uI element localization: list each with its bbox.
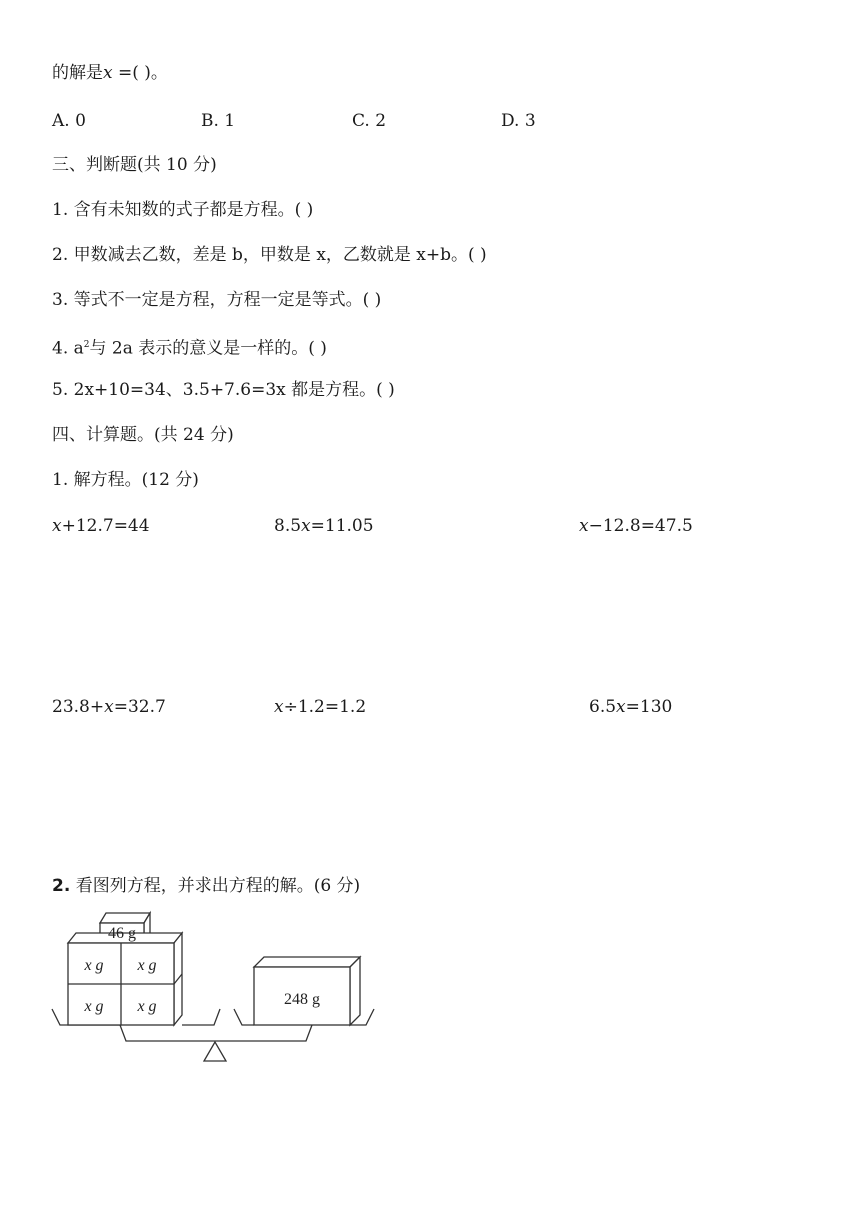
equation-rest: =11.05 bbox=[310, 516, 374, 536]
cell-label-2: x g bbox=[137, 957, 157, 974]
variable-x: x bbox=[103, 63, 113, 83]
judge-item-4-pre: 4. a bbox=[52, 338, 84, 359]
option-b: B. 1 bbox=[201, 111, 236, 131]
fulcrum bbox=[204, 1042, 226, 1061]
top-box-top bbox=[100, 913, 150, 923]
top-box-label: 46 g bbox=[108, 925, 136, 942]
judge-item-4-sup: 2 bbox=[83, 340, 90, 350]
equation-variable: x bbox=[301, 516, 311, 536]
equation-6 bbox=[589, 695, 672, 719]
equation-rest: +12.7=44 bbox=[61, 516, 150, 536]
equation-variable: x bbox=[616, 697, 626, 717]
equation-5 bbox=[274, 695, 366, 719]
judge-item-2: 2. 甲数减去乙数，差是 b，甲数是 x，乙数就是 x+b。( ) bbox=[52, 245, 487, 265]
calc-q1-title: 1. 解方程。(12 分) bbox=[52, 470, 199, 490]
judge-item-5: 5. 2x+10=34、3.5+7.6=3x 都是方程。( ) bbox=[52, 380, 395, 400]
question-tail bbox=[52, 61, 168, 85]
equation-3 bbox=[579, 514, 693, 538]
equation-pre: 6.5 bbox=[589, 697, 617, 717]
right-box-label: 248 g bbox=[284, 991, 320, 1008]
equation-2 bbox=[274, 514, 374, 538]
question-tail-suffix: =( )。 bbox=[112, 63, 168, 83]
cell-label-4: x g bbox=[137, 998, 157, 1015]
equation-rest: −12.8=47.5 bbox=[588, 516, 693, 536]
equation-pre: 8.5 bbox=[274, 516, 302, 536]
equation-variable: x bbox=[274, 697, 284, 717]
equation-rest: =130 bbox=[625, 697, 673, 717]
judge-item-4 bbox=[52, 333, 327, 361]
judge-item-4-post: 与 2a 表示的意义是一样的。( ) bbox=[89, 338, 327, 359]
judge-item-3: 3. 等式不一定是方程，方程一定是等式。( ) bbox=[52, 290, 382, 310]
cell-label-3: x g bbox=[84, 998, 104, 1015]
right-box-side bbox=[350, 957, 360, 1025]
equation-4 bbox=[52, 695, 166, 719]
option-c: C. 2 bbox=[352, 111, 387, 131]
calc-q2-text: 看图列方程，并求出方程的解。(6 分) bbox=[70, 876, 361, 896]
equation-variable: x bbox=[579, 516, 589, 536]
equation-1 bbox=[52, 514, 150, 538]
balance-figure bbox=[48, 905, 388, 1070]
section4-title: 四、计算题。(共 24 分) bbox=[52, 425, 234, 445]
cell-label-1: x g bbox=[84, 957, 104, 974]
equation-variable: x bbox=[52, 516, 62, 536]
equation-variable: x bbox=[104, 697, 114, 717]
calc-q2-number: 2. bbox=[52, 876, 71, 896]
equation-rest: =32.7 bbox=[113, 697, 166, 717]
question-tail-prefix: 的解是 bbox=[52, 63, 103, 83]
judge-item-1: 1. 含有未知数的式子都是方程。( ) bbox=[52, 200, 314, 220]
calc-q2-title bbox=[52, 874, 360, 898]
beam bbox=[120, 1025, 312, 1041]
equation-pre: 23.8+ bbox=[52, 697, 105, 717]
right-box-top bbox=[254, 957, 360, 967]
option-a: A. 0 bbox=[52, 111, 86, 131]
equation-rest: ÷1.2=1.2 bbox=[283, 697, 367, 717]
option-d: D. 3 bbox=[501, 111, 536, 131]
section3-title: 三、判断题(共 10 分) bbox=[52, 155, 217, 175]
